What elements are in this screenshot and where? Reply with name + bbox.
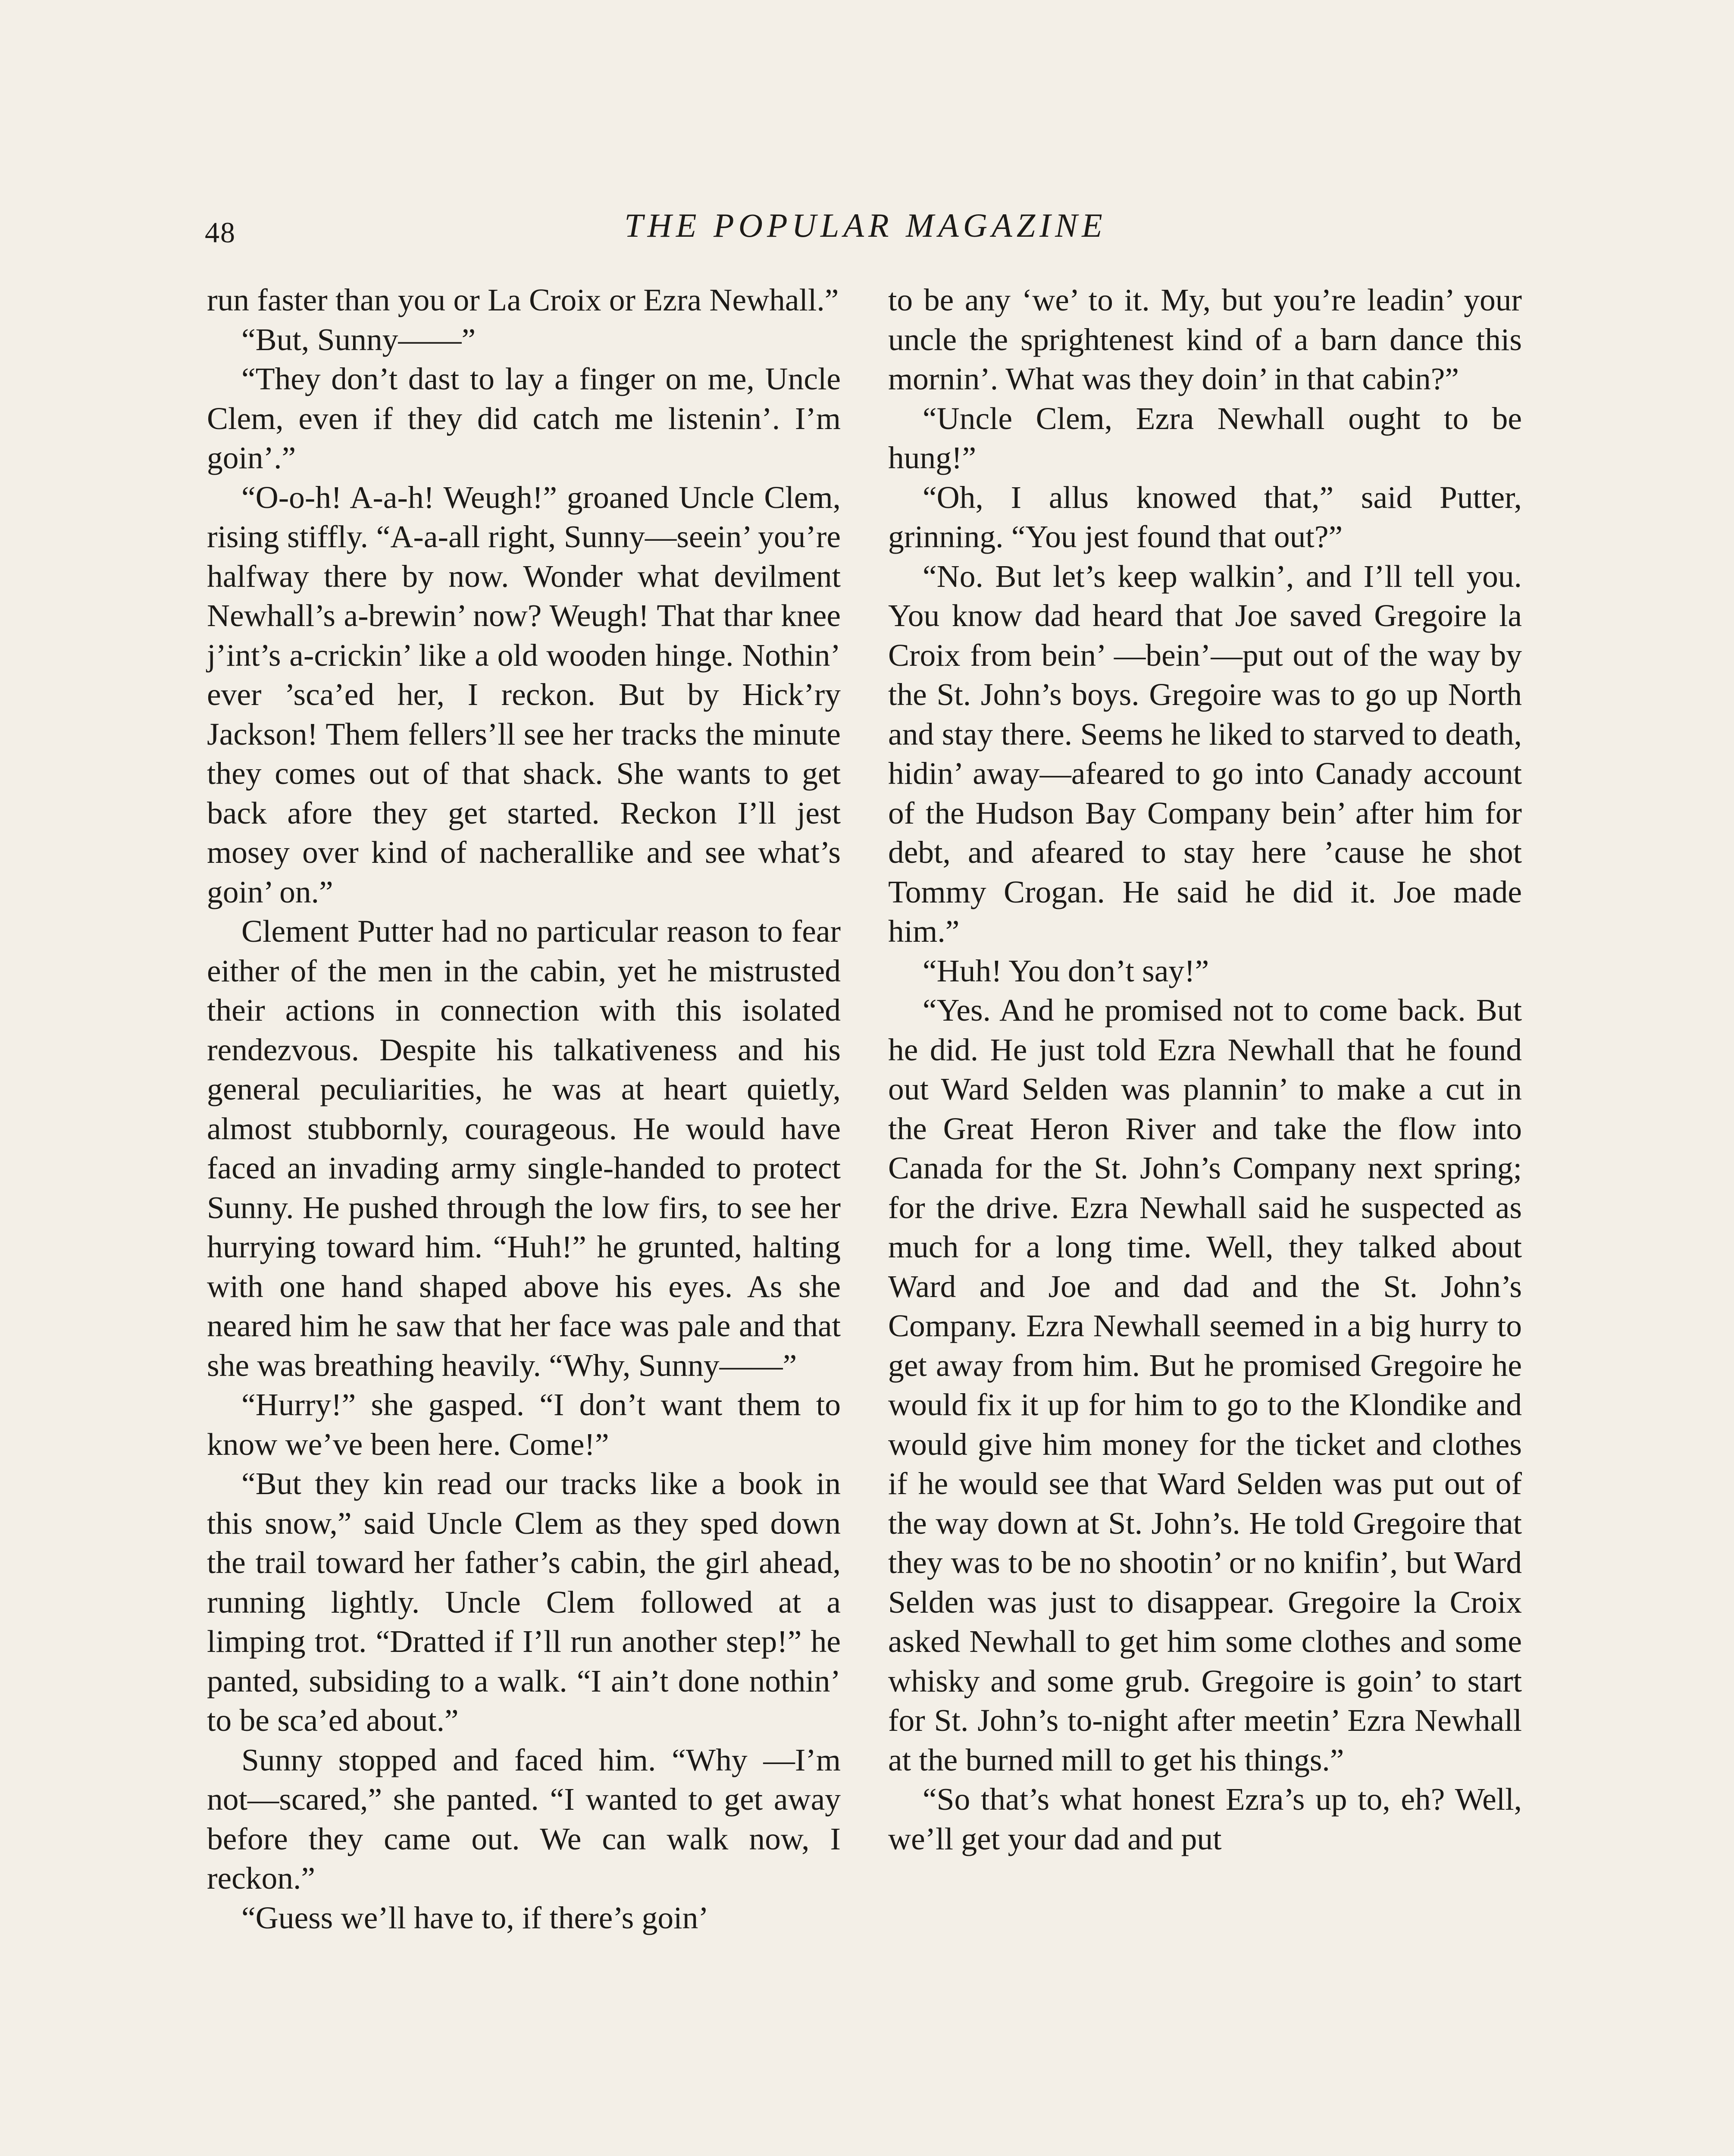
paragraph: “Oh, I allus knowed that,” said Putter, grinning. “You jest found that out?” [888,479,1522,554]
paragraph: Clement Putter had no particular reason to fear either of the men in the cabin, yet he mistrusted their actions in connection with this isolated rendezvous. Despite his talkativeness and his general peculiarities, he was at heart quietly, almost stubbornly, courageous. He would have faced an invading army single-handed to protect Sunny. He pushed through the low firs, to see her hurrying toward him. “Huh!” he grunted, halting with one hand shaped above his eyes. As she neared him he saw that her face was pale and that she was breathing heavily. “Why, Sunny——” [207,914,841,1383]
paragraph: “No. But let’s keep walkin’, and I’ll tell you. You know dad heard that Joe saved Gregoire la Croix from bein’ —bein’—put out of the way by the St. John’s boys. Gregoire was to go up North and stay there. Seems he liked to starved to death, hidin’ away—afeared to go into Canady account of the Hudson Bay Company bein’ after him for debt, and afeared to stay here ’cause he shot Tommy Crogan. He said he did it. Joe made him.” [888,558,1522,949]
left-text-column [207,280,841,1937]
paragraph: “Yes. And he promised not to come back. But he did. He just told Ezra Newhall that he found out Ward Selden was plannin’ to make a cut in the Great Heron River and take the flow into Canada for the St. John’s Company next spring; for the drive. Ezra Newhall said he suspected as much for a long time. Well, they talked about Ward and Joe and dad and the St. John’s Company. Ezra Newhall seemed in a big hurry to get away from him. But he promised Gregoire he would fix it up for him to go to the Klondike and would give him money for the ticket and clothes if he would see that Ward Selden was put out of the way down at St. John’s. He told Gregoire that they was to be no shootin’ or no knifin’, but Ward Selden was just to disappear. Gregoire la Croix asked Newhall to get him some clothes and some whisky and some grub. Gregoire is goin’ to start for St. John’s to-night after meetin’ Ezra Newhall at the burned mill to get his things.” [888,993,1522,1777]
paragraph: “But, Sunny——” [241,322,476,357]
paragraph: “They don’t dast to lay a finger on me, Uncle Clem, even if they did catch me listenin’. I’m goin’.” [207,361,841,475]
paragraph: “Huh! You don’t say!” [923,953,1209,988]
running-title: THE POPULAR MAGAZINE [624,207,1107,244]
paragraph: to be any ‘we’ to it. My, but you’re leadin’ your uncle the sprightenest kind of a barn dance this mornin’. What was they doin’ in that cabin?” [888,282,1522,396]
paragraph: Sunny stopped and faced him. “Why —I’m not—scared,” she panted. “I wanted to get away before they came out. We can walk now, I reckon.” [207,1742,841,1896]
paragraph: “So that’s what honest Ezra’s up to, eh? Well, we’ll get your dad and put [888,1782,1522,1856]
paragraph: “Guess we’ll have to, if there’s goin’ [241,1900,709,1935]
paragraph: “Uncle Clem, Ezra Newhall ought to be hung!” [888,401,1522,475]
paragraph: “But they kin read our tracks like a book in this snow,” said Uncle Clem as they sped down the trail toward her father’s cabin, the girl ahead, running lightly. Uncle Clem followed at a limping trot. “Dratted if I’ll run another step!” he panted, subsiding to a walk. “I ain’t done nothin’ to be sca’ed about.” [207,1466,841,1738]
page-number: 48 [205,216,236,249]
paragraph: “Hurry!” she gasped. “I don’t want them to know we’ve been here. Come!” [207,1387,841,1462]
paragraph: run faster than you or La Croix or Ezra Newhall.” [207,282,839,317]
right-text-column [888,280,1522,1858]
page-header [205,206,1526,254]
paragraph: “O-o-h! A-a-h! Weugh!” groaned Uncle Clem, rising stiffly. “A-a-all right, Sunny—seein’ you’re halfway there by now. Wonder what devilment Newhall’s a-brewin’ now? Weugh! That thar knee j’int’s a-crickin’ like a old wooden hinge. Nothin’ ever ’sca’ed her, I reckon. But by Hick’ry Jackson! Them fellers’ll see her tracks the minute they comes out of that shack. She wants to get back afore they get started. Reckon I’ll jest mosey over kind of nacherallike and see what’s goin’ on.” [207,479,841,909]
